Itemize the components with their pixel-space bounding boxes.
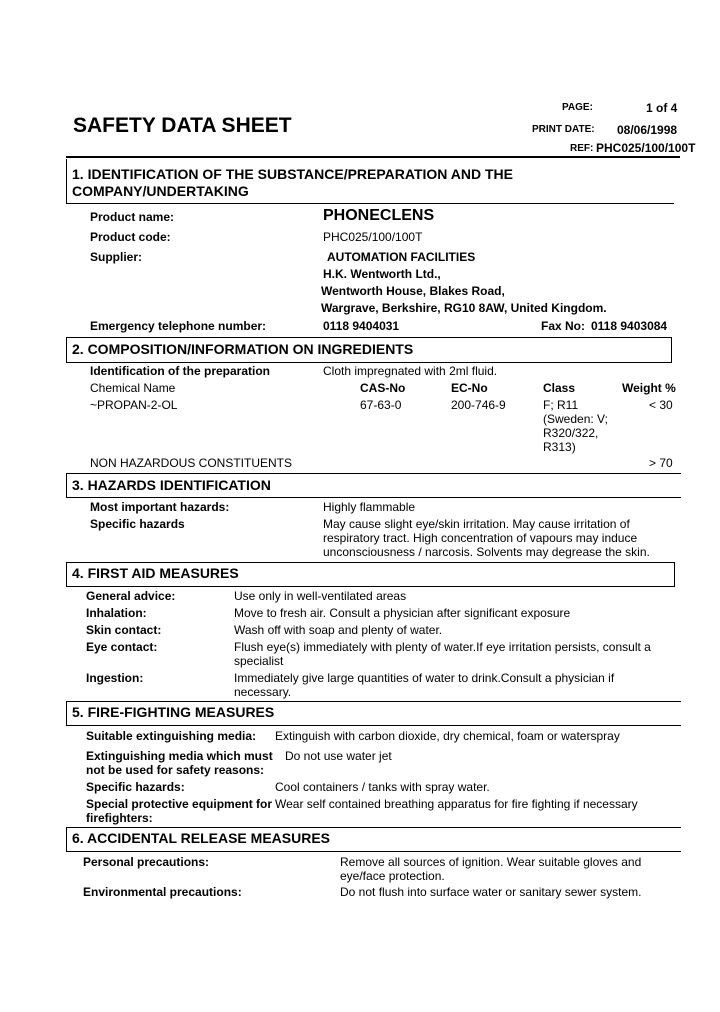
section-2-title: 2. COMPOSITION/INFORMATION ON INGREDIENTS: [72, 341, 414, 357]
unsuitable-media-label: Extinguishing media which must not be used for safety reasons:: [86, 749, 273, 777]
protective-equipment-value: Wear self contained breathing apparatus for fire fighting if necessary: [275, 797, 638, 811]
supplier-line: H.K. Wentworth Ltd.,: [323, 267, 441, 281]
suitable-media-label: Suitable extinguishing media:: [86, 729, 257, 743]
column-header-cas: CAS-No: [360, 381, 406, 395]
supplier-line: Wentworth House, Blakes Road,: [321, 284, 505, 298]
environmental-precautions-label: Environmental precautions:: [83, 885, 242, 899]
specific-hazards-value: May cause slight eye/skin irritation. May cause irritation of respiratory tract. High concentration of vapours may induce unconsciousness / narcosis. Solvents may degrease the skin.: [323, 517, 650, 559]
first-aid-label: Eye contact:: [86, 640, 158, 654]
first-aid-label: General advice:: [86, 589, 176, 603]
fax-value: 0118 9403084: [591, 319, 668, 333]
ref-label: REF:: [570, 143, 594, 154]
personal-precautions-value: Remove all sources of ignition. Wear suitable gloves and eye/face protection.: [340, 855, 642, 883]
section-6-title: 6. ACCIDENTAL RELEASE MEASURES: [72, 830, 330, 846]
first-aid-value: Use only in well-ventilated areas: [234, 589, 407, 603]
first-aid-value: Immediately give large quantities of water to drink.Consult a physician if necessary.: [234, 671, 615, 699]
ingredient-class-line: R320/322,: [543, 426, 599, 440]
ingredient-name: ~PROPAN-2-OL: [90, 398, 178, 412]
emergency-label: Emergency telephone number:: [90, 319, 267, 333]
section-3-title: 3. HAZARDS IDENTIFICATION: [72, 477, 271, 493]
first-aid-label: Inhalation:: [86, 606, 147, 620]
environmental-precautions-value: Do not flush into surface water or sanitary sewer system.: [340, 885, 642, 899]
page-value: 1 of 4: [646, 101, 678, 115]
fax-label: Fax No:: [541, 319, 586, 333]
product-code-label: Product code:: [90, 230, 171, 244]
fire-specific-hazards-value: Cool containers / tanks with spray water.: [275, 780, 490, 794]
product-name-label: Product name:: [90, 210, 175, 224]
first-aid-label: Skin contact:: [86, 623, 162, 637]
suitable-media-value: Extinguish with carbon dioxide, dry chemical, foam or waterspray: [275, 729, 620, 743]
product-code-value: PHC025/100/100T: [323, 230, 423, 244]
column-header-ec: EC-No: [451, 381, 488, 395]
supplier-label: Supplier:: [90, 250, 143, 264]
document-title: SAFETY DATA SHEET: [73, 114, 292, 137]
nonhazardous-value: > 70: [649, 456, 673, 470]
section-5-title: 5. FIRE-FIGHTING MEASURES: [72, 704, 275, 720]
header-rule: [66, 156, 680, 158]
most-important-hazards-label: Most important hazards:: [90, 500, 230, 514]
print-date-label: PRINT DATE:: [532, 124, 595, 135]
first-aid-value: Wash off with soap and plenty of water.: [234, 623, 443, 637]
column-header-class: Class: [543, 381, 576, 395]
ingredient-ec: 200-746-9: [451, 398, 506, 412]
section-4-title: 4. FIRST AID MEASURES: [72, 565, 239, 581]
emergency-value: 0118 9404031: [323, 319, 400, 333]
ingredient-class-line: (Sweden: V;: [543, 412, 608, 426]
ingredient-class-line: F; R11: [543, 398, 579, 412]
most-important-hazards-value: Highly flammable: [323, 500, 416, 514]
first-aid-value: Move to fresh air. Consult a physician after significant exposure: [234, 606, 571, 620]
personal-precautions-label: Personal precautions:: [83, 855, 210, 869]
fire-specific-hazards-label: Specific hazards:: [86, 780, 185, 794]
ingredient-class-line: R313): [543, 440, 576, 454]
page-label: PAGE:: [562, 102, 593, 113]
ref-value: PHC025/100/100T: [596, 141, 696, 155]
unsuitable-media-value: Do not use water jet: [285, 749, 392, 763]
ingredient-weight: < 30: [649, 398, 673, 412]
first-aid-label: Ingestion:: [86, 671, 144, 685]
first-aid-value: Flush eye(s) immediately with plenty of water.If eye irritation persists, consult a specialist: [234, 640, 651, 668]
supplier-line: Wargrave, Berkshire, RG10 8AW, United Kingdom.: [321, 301, 607, 315]
identification-value: Cloth impregnated with 2ml fluid.: [323, 364, 498, 378]
identification-label: Identification of the preparation: [90, 364, 271, 378]
section-1-title: 1. IDENTIFICATION OF THE SUBSTANCE/PREPARATION AND THE COMPANY/UNDERTAKING: [72, 166, 514, 199]
ingredient-cas: 67-63-0: [360, 398, 402, 412]
product-name-value: PHONECLENS: [323, 207, 435, 224]
column-header-chemical-name: Chemical Name: [90, 381, 176, 395]
print-date-value: 08/06/1998: [617, 123, 678, 137]
supplier-line: AUTOMATION FACILITIES: [327, 250, 476, 264]
protective-equipment-label: Special protective equipment for firefighters:: [86, 797, 273, 825]
nonhazardous-label: NON HAZARDOUS CONSTITUENTS: [90, 456, 293, 470]
section-1-rule: [66, 203, 674, 204]
column-header-weight: Weight %: [622, 381, 676, 395]
specific-hazards-label: Specific hazards: [90, 517, 185, 531]
